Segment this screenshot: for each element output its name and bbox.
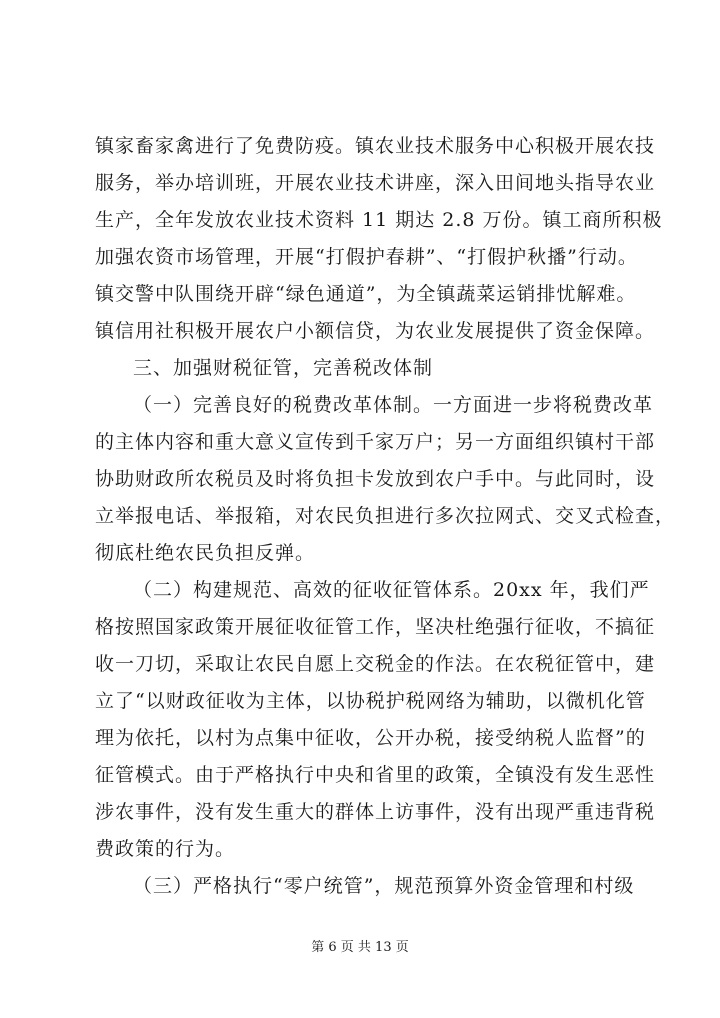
page-number-footer: 第 6 页 共 13 页 — [311, 940, 409, 955]
body-line: 立了“以财政征收为主体，以协税护税网络为辅助，以微机化管 — [95, 690, 646, 712]
document-body — [95, 128, 675, 905]
section-heading: 三、加强财税征管，完善税改体制 — [133, 357, 434, 379]
body-line: 理为依托，以村为点集中征收，公开办税，接受纳税人监督”的 — [95, 727, 646, 749]
body-line: 加强农资市场管理，开展“打假护春耕”、“打假护秋播”行动。 — [95, 246, 638, 268]
body-line: 费政策的行为。 — [95, 838, 236, 860]
body-line: 收一刀切，采取让农民自愿上交税金的作法。在农税征管中，建 — [95, 653, 656, 675]
body-line: 镇家畜家禽进行了免费防疫。镇农业技术服务中心积极开展农技 — [95, 135, 656, 157]
body-line: 镇信用社积极开展农户小额信贷，为农业发展提供了资金保障。 — [95, 320, 656, 342]
paragraph-start: （二）构建规范、高效的征收征管体系。20xx 年，我们严 — [133, 579, 650, 601]
body-line: 彻底杜绝农民负担反弹。 — [95, 542, 316, 564]
body-line: 生产，全年发放农业技术资料 11 期达 2.8 万份。镇工商所积极 — [95, 209, 663, 231]
paragraph-start: （三）严格执行“零户统管”，规范预算外资金管理和村级 — [133, 875, 635, 897]
paragraph-start: （一）完善良好的税费改革体制。一方面进一步将税费改革 — [133, 394, 654, 416]
body-line: 镇交警中队围绕开辟“绿色通道”，为全镇蔬菜运销排忧解难。 — [95, 283, 637, 305]
body-line: 的主体内容和重大意义宣传到千家万户；另一方面组织镇村干部 — [95, 431, 656, 453]
body-line: 立举报电话、举报箱，对农民负担进行多次拉网式、交叉式检查， — [95, 505, 676, 527]
body-line: 服务，举办培训班，开展农业技术讲座，深入田间地头指导农业 — [95, 172, 656, 194]
body-line: 协助财政所农税员及时将负担卡发放到农户手中。与此同时，设 — [95, 468, 656, 490]
body-line: 格按照国家政策开展征收征管工作，坚决杜绝强行征收，不搞征 — [95, 616, 656, 638]
body-line: 征管模式。由于严格执行中央和省里的政策，全镇没有发生恶性 — [95, 764, 656, 786]
body-line: 涉农事件，没有发生重大的群体上访事件，没有出现严重违背税 — [95, 801, 656, 823]
